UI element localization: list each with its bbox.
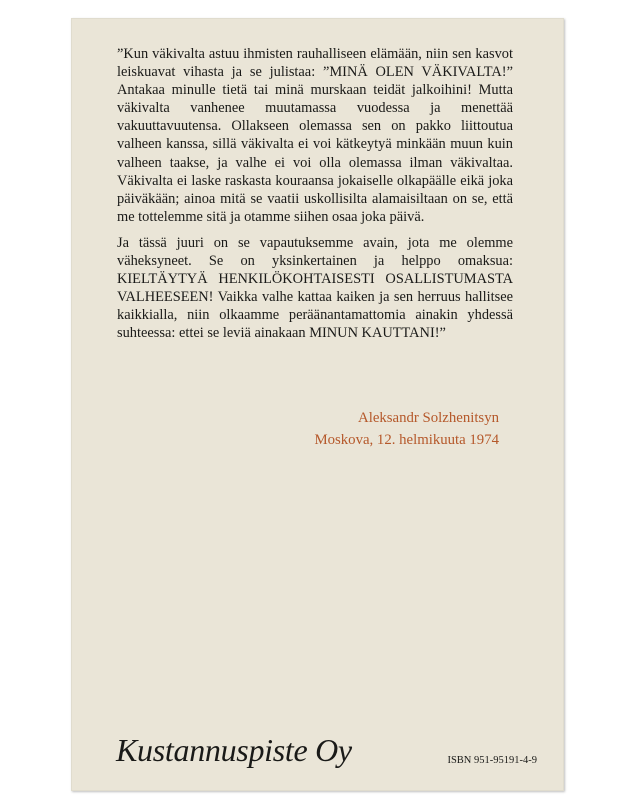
quote-paragraph-1: ”Kun väkivalta astuu ihmisten rauhalliseen elämään, niin sen kasvot leiskuavat vihasta ja se julistaa: ”MINÄ OLEN VÄKIVALTA!” Antakaa minulle tietä tai minä murskaan teidät jalkoihini! Mutta väkivalta vanhenee muutamassa vuodessa ja menettää vakuuttavuutensa. Ollakseen olemassa sen on pakko liittoutua valheen kanssa, sillä väkivalta ei voi kätkeytyä minkään muun kuin valheen taakse, ja valhe ei voi olla olemassa ilman väkivaltaa. Väkivalta ei laske raskasta kouraansa jokaiselle olkapäälle eikä joka päiväkään; ainoa mitä se vaatii uskollisilta alamaisiltaan on se, että me tottelemme sitä ja otamme siihen osaa joka päivä. (117, 46, 513, 225)
place-date: Moskova, 12. helmikuuta 1974 (314, 432, 499, 448)
author-name: Aleksandr Solzhenitsyn (358, 410, 499, 426)
isbn-number: ISBN 951-95191-4-9 (447, 755, 537, 766)
attribution (314, 407, 499, 451)
quote-paragraph-2: Ja tässä juuri on se vapautuksemme avain, jota me olemme väheksyneet. Se on yksinkertainen ja helppo omaksua: KIELTÄYTYÄ HENKILÖKOHTAISESTI OSALLISTUMASTA VALHEESEEN! Vaikka valhe kattaa kaiken ja sen herruus hallitsee kaikkialla, niin olkaamme peräänantamattomia ainakin yhdessä suhteessa: ettei se leviä ainakaan MINUN KAUTTANI!” (117, 234, 513, 342)
book-back-cover (71, 18, 564, 791)
publisher-name: Kustannuspiste Oy (116, 732, 352, 768)
quote-text (117, 45, 513, 351)
